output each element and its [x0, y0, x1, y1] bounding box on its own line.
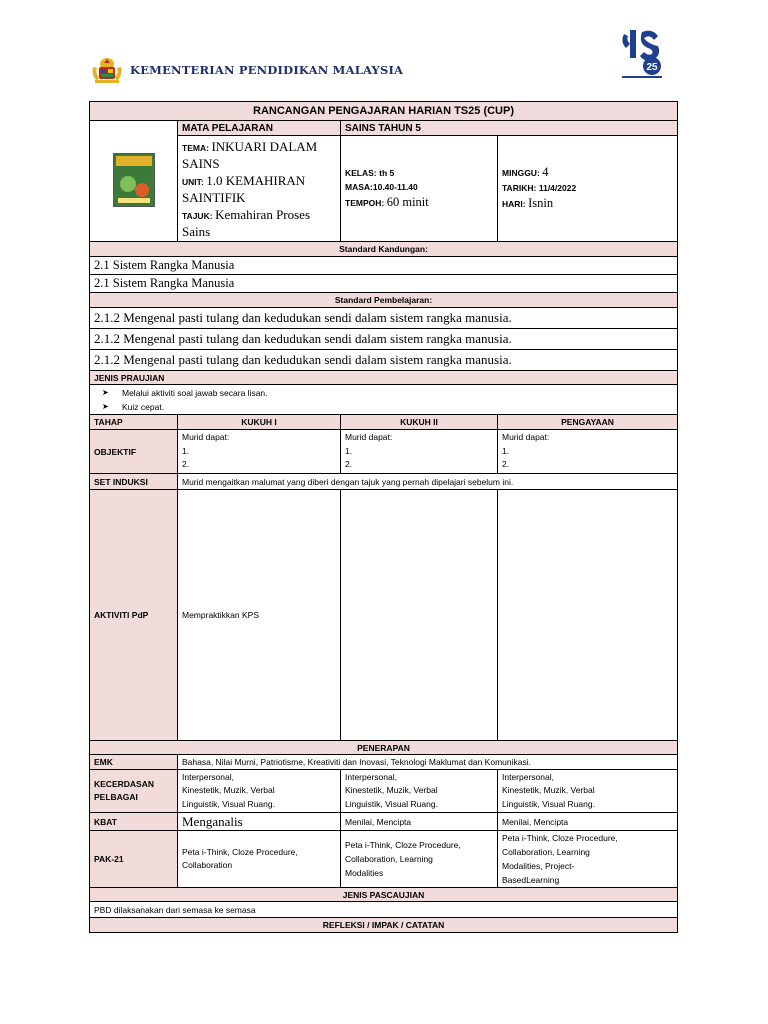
- sp-item: 2.1.2 Mengenal pasti tulang dan kedudukan sendi dalam sistem rangka manusia.: [90, 308, 678, 329]
- refleksi-label: REFLEKSI / IMPAK / CATATAN: [90, 918, 678, 933]
- kbat-kukuh2: Menilai, Mencipta: [341, 813, 498, 831]
- masa-value: 10.40-11.40: [372, 182, 418, 192]
- aktiviti-pengayaan: [498, 490, 678, 741]
- kukuh1-label: KUKUH I: [178, 415, 341, 430]
- book-cover-icon: [113, 153, 155, 207]
- objektif-kukuh1: Murid dapat: 1. 2.: [178, 430, 341, 474]
- praujian-label: JENIS PRAUJIAN: [90, 371, 678, 385]
- tahap-label: TAHAP: [90, 415, 178, 430]
- arrow-bullet-icon: ➤: [102, 401, 109, 411]
- pak-kukuh2: Peta i-Think, Cloze Procedure, Collaboration, Learning Modalities: [341, 831, 498, 888]
- subject-value: SAINS TAHUN 5: [341, 121, 678, 136]
- tajuk-label: TAJUK:: [182, 211, 213, 221]
- ts25-logo-text: 25: [646, 62, 658, 73]
- aktiviti-kukuh2: [341, 490, 498, 741]
- kbat-pengayaan: Menilai, Mencipta: [498, 813, 678, 831]
- tempoh-value: 60 minit: [386, 195, 429, 209]
- minggu-label: MINGGU:: [502, 168, 540, 178]
- tema-value: INKUARI DALAM SAINS: [182, 139, 318, 171]
- tajuk-value: Kemahiran Proses Sains: [182, 207, 311, 239]
- kelas-label: KELAS:: [345, 168, 377, 178]
- malaysia-crest-icon: [90, 55, 124, 85]
- class-time-cell: [341, 136, 498, 242]
- kbat-label: KBAT: [90, 813, 178, 831]
- lesson-plan-table: [89, 101, 678, 933]
- kecerdasan-kukuh2: Interpersonal, Kinestetik, Muzik, Verbal Linguistik, Visual Ruang.: [341, 770, 498, 813]
- praujian-list: [94, 386, 673, 414]
- sp-item: 2.1.2 Mengenal pasti tulang dan kedudukan sendi dalam sistem rangka manusia.: [90, 329, 678, 350]
- tarikh-label: TARIKH:: [502, 183, 537, 193]
- pascaujian-label: JENIS PASCAUJIAN: [90, 888, 678, 902]
- set-induksi-value: Murid mengaitkan malumat yang diberi dengan tajuk yang pernah dipelajari sebelum ini.: [178, 474, 678, 490]
- aktiviti-value: Mempraktikkan KPS: [178, 490, 341, 741]
- sk-item: 2.1 Sistem Rangka Manusia: [90, 257, 678, 275]
- sp-header: Standard Pembelajaran:: [90, 293, 678, 308]
- list-item: ➤ Kuiz cepat.: [102, 401, 165, 412]
- list-item: ➤ Melalui aktiviti soal jawab secara lisan.: [102, 387, 268, 398]
- praujian-list-cell: [90, 385, 678, 415]
- sk-header: Standard Kandungan:: [90, 242, 678, 257]
- kecerdasan-kukuh1: Interpersonal, Kinestetik, Muzik, Verbal Linguistik, Visual Ruang.: [178, 770, 341, 813]
- ministry-header: [90, 54, 403, 86]
- pak-label: PAK-21: [90, 831, 178, 888]
- tarikh-value: 11/4/2022: [538, 183, 577, 193]
- minggu-value: 4: [542, 165, 549, 179]
- sk-item: 2.1 Sistem Rangka Manusia: [90, 275, 678, 293]
- date-cell: [498, 136, 678, 242]
- kelas-value: th 5: [379, 168, 395, 178]
- plan-title: RANCANGAN PENGAJARAN HARIAN TS25 (CUP): [90, 102, 678, 121]
- emk-label: EMK: [90, 755, 178, 770]
- objektif-kukuh2: Murid dapat: 1. 2.: [341, 430, 498, 474]
- set-induksi-label: SET INDUKSI: [90, 474, 178, 490]
- book-cover-cell: [90, 121, 178, 242]
- masa-label: MASA:: [345, 182, 373, 192]
- tema-label: TEMA:: [182, 143, 209, 153]
- kukuh2-label: KUKUH II: [341, 415, 498, 430]
- aktiviti-label: AKTIVITI PdP: [90, 490, 178, 741]
- ts25-logo-icon: [618, 26, 666, 82]
- topic-cell: [178, 136, 341, 242]
- kbat-kukuh1: Menganalis: [178, 813, 341, 831]
- pascaujian-value: PBD dilaksanakan dari semasa ke semasa: [90, 902, 678, 918]
- ministry-name: KEMENTERIAN PENDIDIKAN MALAYSIA: [130, 63, 404, 77]
- objektif-pengayaan: Murid dapat: 1. 2.: [498, 430, 678, 474]
- kecerdasan-label: KECERDASAN PELBAGAI: [90, 770, 178, 813]
- pak-kukuh1: Peta i-Think, Cloze Procedure, Collaboration: [178, 831, 341, 888]
- kecerdasan-pengayaan: Interpersonal, Kinestetik, Muzik, Verbal Linguistik, Visual Ruang.: [498, 770, 678, 813]
- objektif-label: OBJEKTIF: [90, 430, 178, 474]
- tempoh-label: TEMPOH:: [345, 198, 385, 208]
- subject-label: MATA PELAJARAN: [178, 121, 341, 136]
- arrow-bullet-icon: ➤: [102, 387, 109, 397]
- hari-value: Isnin: [528, 196, 554, 210]
- emk-value: Bahasa, Nilai Murni, Patriotisme, Kreativiti dan Inovasi, Teknologi Maklumat dan Komunikasi.: [178, 755, 678, 770]
- pak-pengayaan: Peta i-Think, Cloze Procedure, Collaboration, Learning Modalities, Project- BasedLearning: [498, 831, 678, 888]
- sp-item: 2.1.2 Mengenal pasti tulang dan kedudukan sendi dalam sistem rangka manusia.: [90, 350, 678, 371]
- unit-label: UNIT:: [182, 177, 204, 187]
- hari-label: HARI:: [502, 199, 526, 209]
- pengayaan-label: PENGAYAAN: [498, 415, 678, 430]
- penerapan-label: PENERAPAN: [90, 741, 678, 755]
- unit-value: 1.0 KEMAHIRAN SAINTIFIK: [182, 173, 306, 205]
